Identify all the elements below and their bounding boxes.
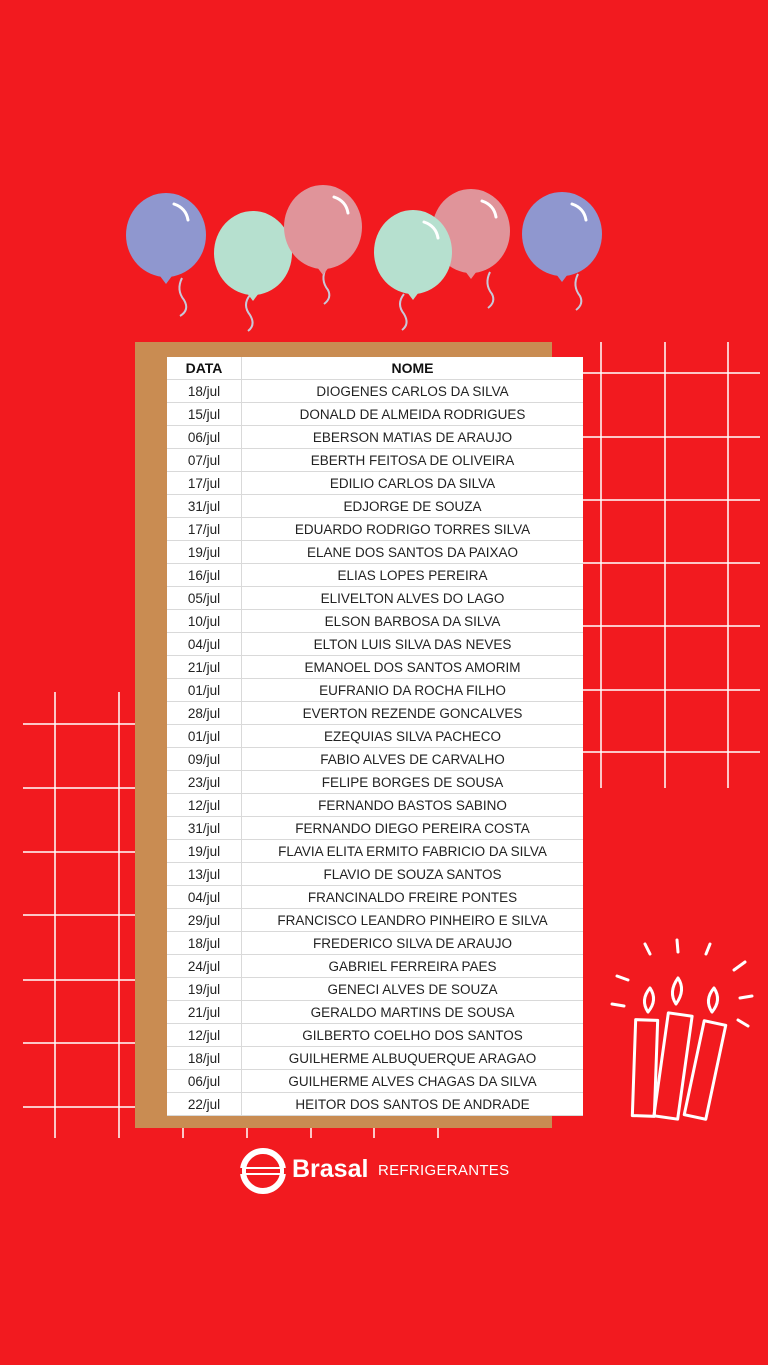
row-date: 21/jul — [167, 1001, 242, 1024]
row-date: 18/jul — [167, 380, 242, 403]
row-name: GUILHERME ALBUQUERQUE ARAGAO — [242, 1047, 584, 1070]
brasal-logo-icon — [238, 1146, 288, 1196]
table-row — [167, 541, 583, 564]
row-name: FREDERICO SILVA DE ARAUJO — [242, 932, 584, 955]
row-date: 12/jul — [167, 1024, 242, 1047]
row-date: 01/jul — [167, 725, 242, 748]
row-name: FERNANDO DIEGO PEREIRA COSTA — [242, 817, 584, 840]
row-name: FELIPE BORGES DE SOUSA — [242, 771, 584, 794]
row-name: ELANE DOS SANTOS DA PAIXAO — [242, 541, 584, 564]
logo-brand-text: Brasal — [292, 1155, 369, 1183]
row-name: GENECI ALVES DE SOUZA — [242, 978, 584, 1001]
row-name: EDJORGE DE SOUZA — [242, 495, 584, 518]
table-row — [167, 426, 583, 449]
table-row — [167, 656, 583, 679]
table-row — [167, 955, 583, 978]
table-row — [167, 1093, 583, 1116]
row-name: FRANCINALDO FREIRE PONTES — [242, 886, 584, 909]
table-row — [167, 840, 583, 863]
row-date: 19/jul — [167, 840, 242, 863]
row-date: 17/jul — [167, 518, 242, 541]
logo-sub-text: REFRIGERANTES — [378, 1162, 510, 1179]
row-date: 04/jul — [167, 886, 242, 909]
column-header-date: DATA — [167, 357, 242, 380]
table-row — [167, 817, 583, 840]
row-name: ELIAS LOPES PEREIRA — [242, 564, 584, 587]
row-date: 01/jul — [167, 679, 242, 702]
row-name: FRANCISCO LEANDRO PINHEIRO E SILVA — [242, 909, 584, 932]
birthday-table — [167, 357, 583, 1116]
table-header-row — [167, 357, 583, 380]
row-name: ELSON BARBOSA DA SILVA — [242, 610, 584, 633]
row-date: 05/jul — [167, 587, 242, 610]
row-name: GUILHERME ALVES CHAGAS DA SILVA — [242, 1070, 584, 1093]
row-name: EUFRANIO DA ROCHA FILHO — [242, 679, 584, 702]
table-row — [167, 725, 583, 748]
row-date: 31/jul — [167, 495, 242, 518]
row-name: ELIVELTON ALVES DO LAGO — [242, 587, 584, 610]
table-row — [167, 1047, 583, 1070]
table-row — [167, 472, 583, 495]
row-date: 29/jul — [167, 909, 242, 932]
row-name: EDILIO CARLOS DA SILVA — [242, 472, 584, 495]
table-row — [167, 863, 583, 886]
row-date: 18/jul — [167, 932, 242, 955]
row-date: 09/jul — [167, 748, 242, 771]
table-row — [167, 633, 583, 656]
row-name: FERNANDO BASTOS SABINO — [242, 794, 584, 817]
table-row — [167, 1024, 583, 1047]
table-row — [167, 1070, 583, 1093]
row-name: DIOGENES CARLOS DA SILVA — [242, 380, 584, 403]
table-row — [167, 587, 583, 610]
table-row — [167, 610, 583, 633]
table-row — [167, 978, 583, 1001]
table-row — [167, 679, 583, 702]
table-row — [167, 702, 583, 725]
row-name: HEITOR DOS SANTOS DE ANDRADE — [242, 1093, 584, 1116]
table-row — [167, 794, 583, 817]
table-row — [167, 1001, 583, 1024]
row-date: 06/jul — [167, 1070, 242, 1093]
row-date: 18/jul — [167, 1047, 242, 1070]
table-row — [167, 403, 583, 426]
row-date: 21/jul — [167, 656, 242, 679]
row-name: FLAVIO DE SOUZA SANTOS — [242, 863, 584, 886]
table-row — [167, 449, 583, 472]
row-date: 04/jul — [167, 633, 242, 656]
table-row — [167, 564, 583, 587]
row-date: 31/jul — [167, 817, 242, 840]
table-row — [167, 932, 583, 955]
column-header-name: NOME — [242, 357, 584, 380]
row-date: 13/jul — [167, 863, 242, 886]
brasal-logo — [238, 1146, 508, 1196]
row-name: FLAVIA ELITA ERMITO FABRICIO DA SILVA — [242, 840, 584, 863]
table-row — [167, 909, 583, 932]
row-date: 19/jul — [167, 541, 242, 564]
row-date: 16/jul — [167, 564, 242, 587]
row-date: 12/jul — [167, 794, 242, 817]
table-row — [167, 380, 583, 403]
birthday-table-grid — [167, 357, 583, 1116]
table-row — [167, 771, 583, 794]
row-name: EMANOEL DOS SANTOS AMORIM — [242, 656, 584, 679]
row-name: GABRIEL FERREIRA PAES — [242, 955, 584, 978]
row-name: GILBERTO COELHO DOS SANTOS — [242, 1024, 584, 1047]
row-date: 22/jul — [167, 1093, 242, 1116]
row-date: 07/jul — [167, 449, 242, 472]
row-date: 15/jul — [167, 403, 242, 426]
row-date: 06/jul — [167, 426, 242, 449]
row-date: 23/jul — [167, 771, 242, 794]
row-name: EVERTON REZENDE GONCALVES — [242, 702, 584, 725]
row-name: EDUARDO RODRIGO TORRES SILVA — [242, 518, 584, 541]
row-name: ELTON LUIS SILVA DAS NEVES — [242, 633, 584, 656]
row-name: FABIO ALVES DE CARVALHO — [242, 748, 584, 771]
row-name: EBERTH FEITOSA DE OLIVEIRA — [242, 449, 584, 472]
table-row — [167, 495, 583, 518]
table-row — [167, 748, 583, 771]
row-name: GERALDO MARTINS DE SOUSA — [242, 1001, 584, 1024]
row-date: 28/jul — [167, 702, 242, 725]
row-date: 17/jul — [167, 472, 242, 495]
table-row — [167, 518, 583, 541]
row-name: EBERSON MATIAS DE ARAUJO — [242, 426, 584, 449]
row-name: EZEQUIAS SILVA PACHECO — [242, 725, 584, 748]
row-name: DONALD DE ALMEIDA RODRIGUES — [242, 403, 584, 426]
table-row — [167, 886, 583, 909]
row-date: 24/jul — [167, 955, 242, 978]
row-date: 10/jul — [167, 610, 242, 633]
row-date: 19/jul — [167, 978, 242, 1001]
